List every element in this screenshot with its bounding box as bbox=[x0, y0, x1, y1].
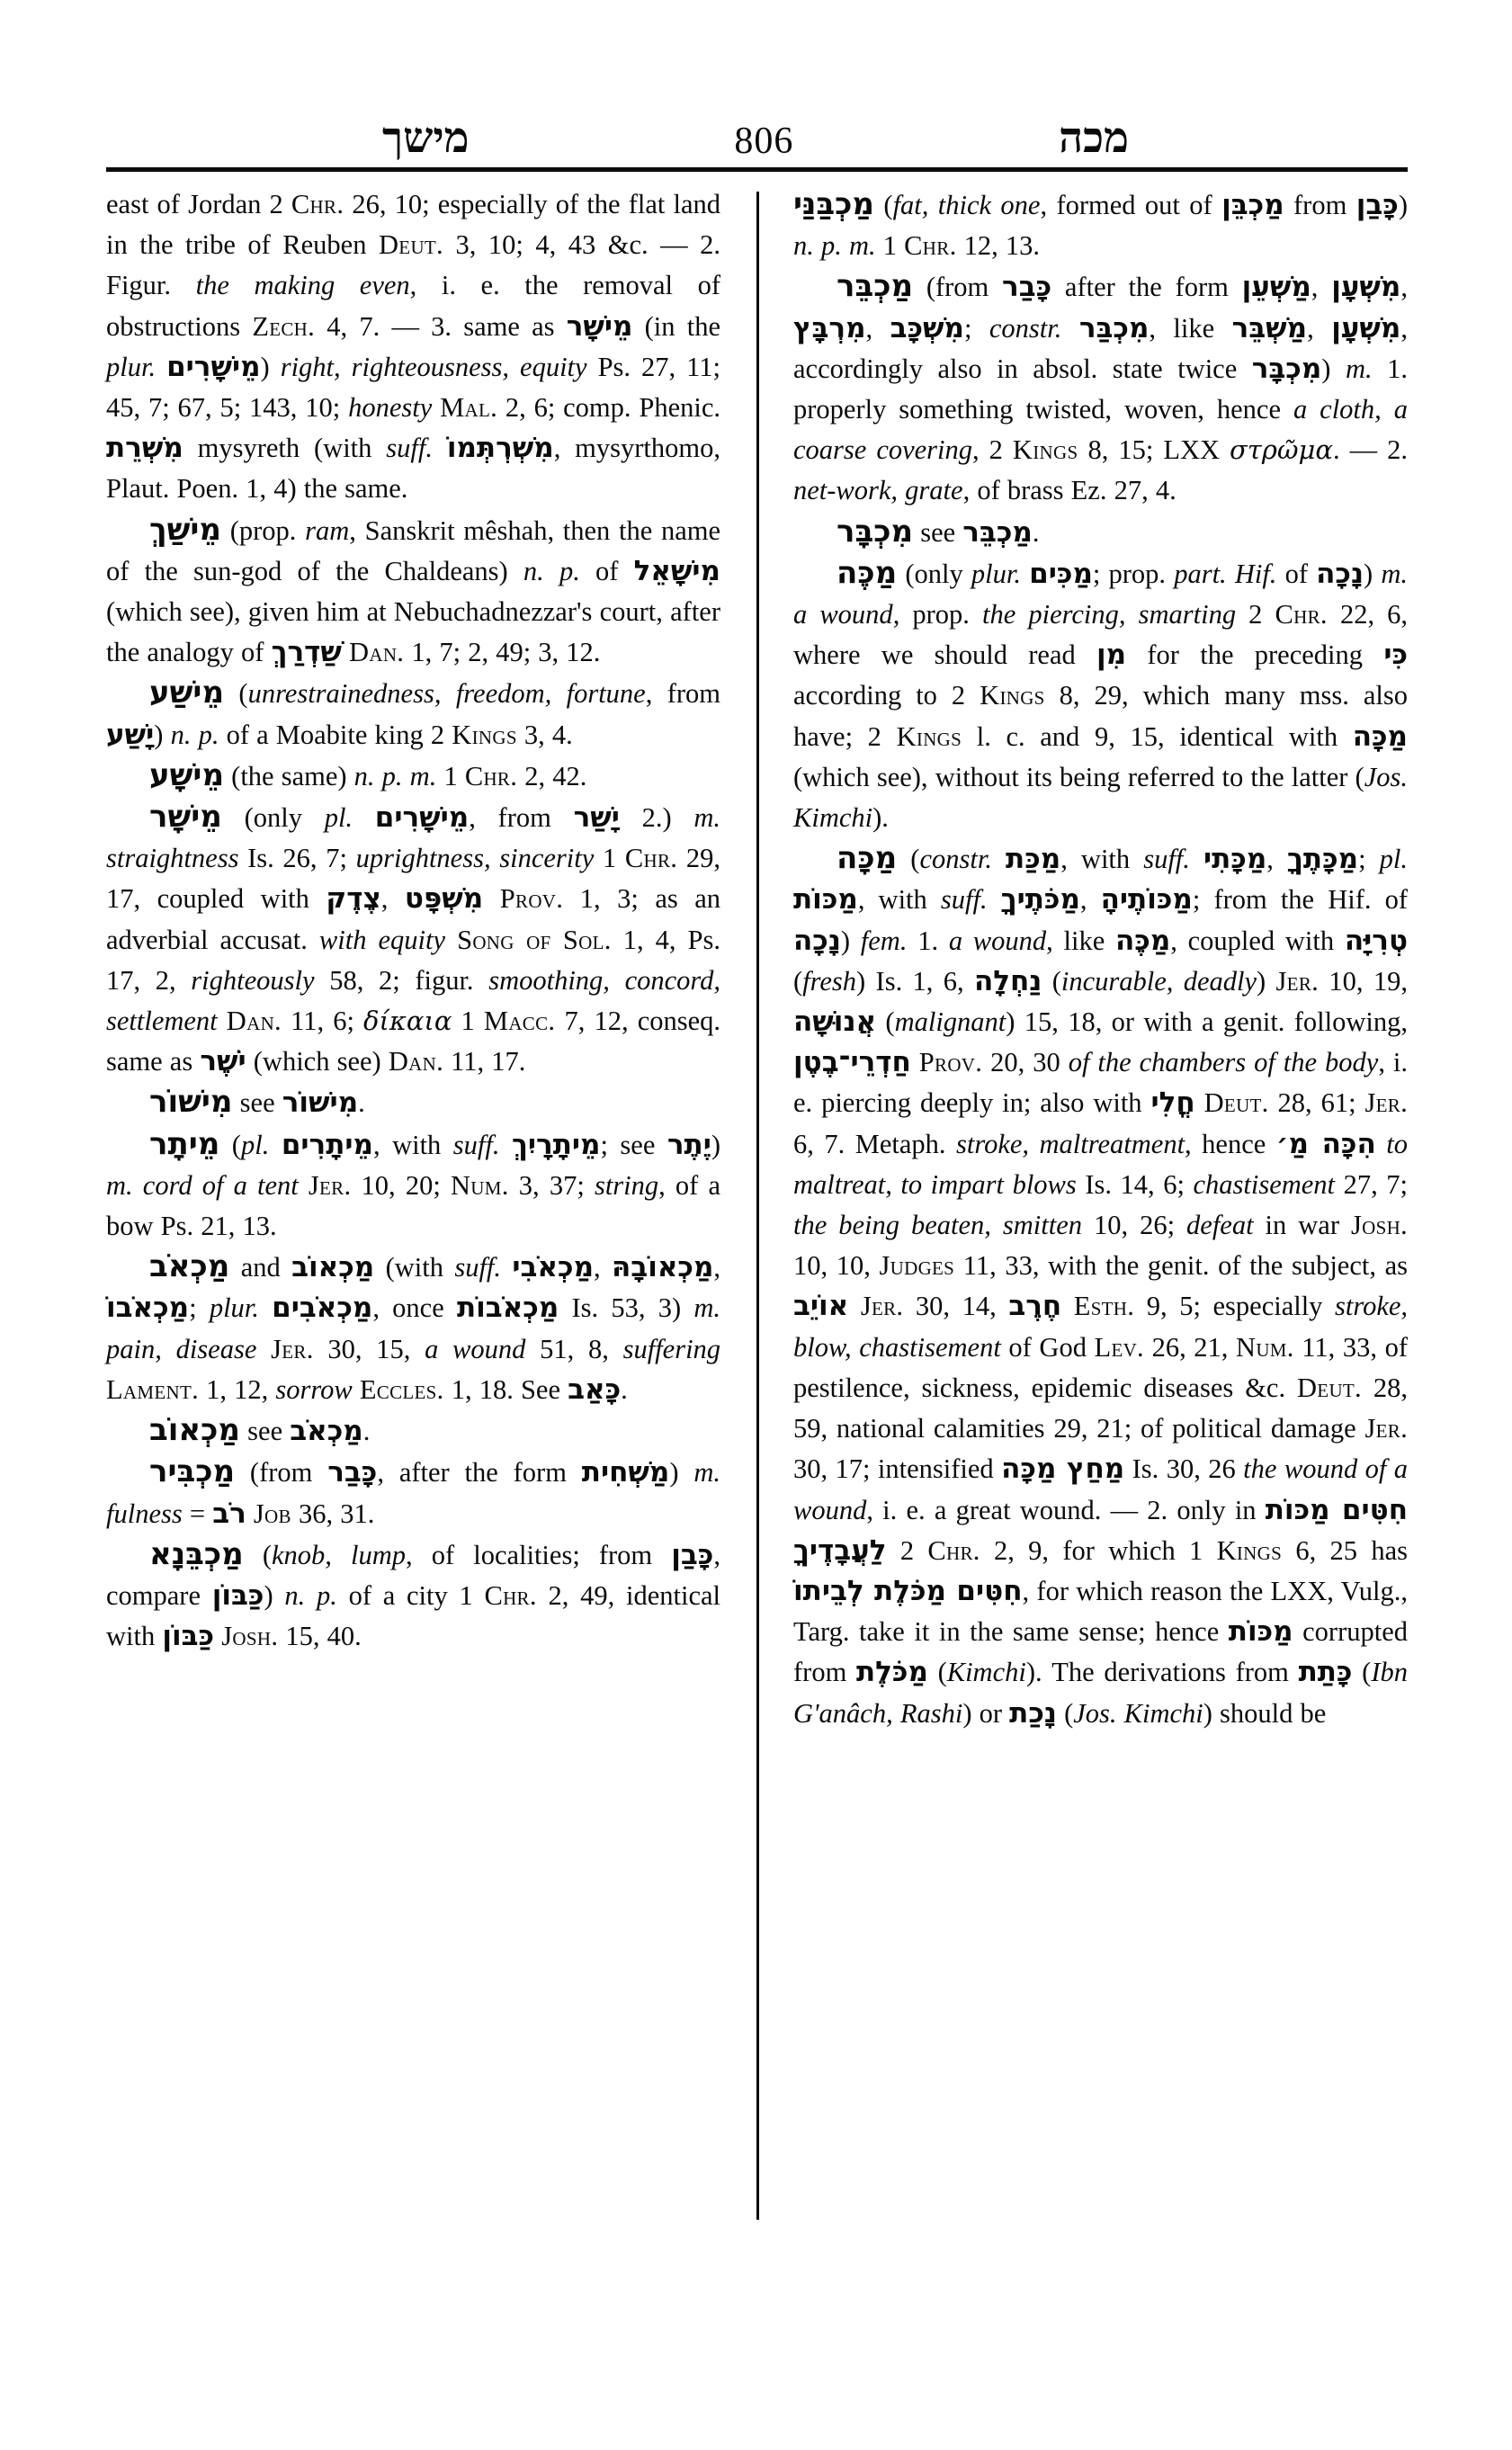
book-abbreviation: Josh. bbox=[1350, 1210, 1408, 1241]
gloss: the piercing, smarting bbox=[982, 599, 1237, 630]
hebrew-word: מֵיתָרִים bbox=[281, 1128, 373, 1161]
hebrew-word: יָשַׁר bbox=[573, 801, 620, 835]
book-abbreviation: Mal. bbox=[440, 392, 498, 424]
book-abbreviation: Lament. bbox=[106, 1373, 200, 1405]
gloss: m. bbox=[1345, 353, 1373, 384]
gloss: m. pain, disease bbox=[106, 1292, 721, 1364]
gloss: suffering bbox=[622, 1333, 721, 1364]
hebrew-word: מַכֹּתֶיךָ bbox=[1000, 883, 1080, 917]
hebrew-word: כִּי bbox=[1383, 639, 1408, 672]
hebrew-word: מַכַּת bbox=[1006, 843, 1061, 876]
gloss: suff. bbox=[1143, 844, 1190, 875]
book-abbreviation: Judges bbox=[879, 1250, 955, 1282]
hebrew-lemma: מַכֶּה bbox=[837, 554, 898, 591]
dictionary-entry: מַכְבֵּר (from כָּבַר after the form מַשְׁעֵן, מִשְׁעָן, מִרְבָּץ, מִשְׁכָּב; constr. מִכְבַּר, like מַשְׁבֵּר, מִשְׁעָן, accordingly also in absol. state twice מִכְבָּר) m. 1. properly something twisted, woven, hence a cloth, a coarse covering, 2 Kings 8, 15; LXX στρῶμα. — 2. net-work, grate, of brass Ez. 27, 4. bbox=[793, 268, 1408, 506]
hebrew-word: מִשְׁרֵת bbox=[106, 432, 183, 465]
hebrew-word: מַכְבֵּן bbox=[1221, 189, 1284, 221]
book-abbreviation: Kings bbox=[980, 680, 1045, 711]
hebrew-word: כַּבּוֹן bbox=[162, 1620, 215, 1653]
book-abbreviation: Kings bbox=[896, 720, 962, 752]
hebrew-word: יָשַׁע bbox=[106, 718, 155, 751]
book-abbreviation: Jer. bbox=[1364, 1413, 1408, 1444]
hebrew-word: מִישָׁאֵל bbox=[633, 554, 720, 587]
book-abbreviation: Chr. bbox=[904, 230, 957, 262]
gloss: malignant bbox=[894, 1006, 1007, 1038]
hebrew-word: נָכָה bbox=[1316, 557, 1364, 590]
running-head bbox=[103, 97, 1408, 160]
dictionary-entry: מֵישָׁר (only pl. מֵישָׁרִים, from יָשַׁר 2.) m. straightness Is. 26, 7; uprightness, sincerity 1 Chr. 29, 17, coupled with צֶדֶק, מִשְׁפָּט Prov. 1, 3; as an adverbial accusat. with equity Song of Sol. 1, 4, Ps. 17, 2, righteously 58, 2; figur. smoothing, concord, settlement Dan. 11, 6; δίκαια 1 Macc. 7, 12, conseq. same as יֹשֶׁר (which see) Dan. 11, 17. bbox=[106, 799, 721, 1078]
hebrew-lemma: מֵישַׁע bbox=[149, 675, 225, 711]
gloss: string bbox=[594, 1169, 659, 1201]
gloss: with equity bbox=[318, 924, 446, 955]
gloss: honesty bbox=[348, 392, 433, 424]
book-abbreviation: Deut. bbox=[1296, 1372, 1362, 1403]
hebrew-word: מַשְׁעֵן bbox=[1241, 271, 1311, 304]
gloss: stroke, maltreatment bbox=[956, 1128, 1185, 1159]
hebrew-word: נָכַת bbox=[1009, 1696, 1057, 1730]
gloss: a wound bbox=[425, 1333, 526, 1364]
hebrew-word: מֵיתָרָיִךְ bbox=[512, 1128, 601, 1161]
book-abbreviation: Macc. bbox=[483, 1006, 556, 1037]
hebrew-lemma: מַכָּה bbox=[837, 840, 898, 877]
dictionary-entry: מַכְאוֹב see מַכְאֹב. bbox=[149, 1412, 371, 1449]
gloss: the being beaten, smitten bbox=[793, 1210, 1082, 1241]
hebrew-lemma: מַכְבֵּנָא bbox=[149, 1535, 244, 1572]
hebrew-word: מַכָּה bbox=[1352, 720, 1408, 753]
gloss: fat, thick one bbox=[892, 190, 1041, 220]
hebrew-word: טְרִיָּה bbox=[1344, 924, 1409, 957]
gloss: constr. bbox=[919, 844, 992, 875]
dictionary-entry: מַכְאֹב and מַכְאוֹב (with suff. מַכְאֹבִי, מַכְאוֹבָהּ, מַכְאֹבוֹ; plur. מַכְאֹבִים, once מַכְאֹבוֹת Is. 53, 3) m. pain, disease Jer. 30, 15, a wound 51, 8, suffering Lament. 1, 12, sorrow Eccles. 1, 18. See כָּאַב. bbox=[106, 1248, 721, 1406]
gloss: suff. bbox=[454, 1252, 502, 1283]
hebrew-word: מַכְאוֹבָהּ bbox=[611, 1251, 714, 1284]
book-abbreviation: Chr. bbox=[291, 189, 344, 219]
hebrew-word: חֶרֶב bbox=[1008, 1290, 1062, 1323]
gloss: pl. bbox=[240, 1129, 270, 1160]
dictionary-entry: מֵישָׁע (the same) n. p. m. 1 Chr. 2, 42. bbox=[149, 756, 587, 793]
left-column bbox=[106, 184, 720, 2370]
gloss: to maltreat, to impart blows bbox=[793, 1128, 1409, 1200]
gloss: m. cord of a tent bbox=[106, 1169, 299, 1201]
hebrew-word: מַשְׁבֵּר bbox=[1231, 311, 1308, 344]
hebrew-word: מַכָּתֶךָ bbox=[1287, 843, 1359, 876]
hebrew-word: מִכְבַּר bbox=[1078, 311, 1150, 344]
hebrew-word: מַכּוֹת bbox=[1228, 1615, 1293, 1649]
gloss: fem. bbox=[860, 925, 908, 956]
hebrew-word: מִרְבָּץ bbox=[793, 311, 866, 344]
gloss: uprightness, sincerity bbox=[355, 843, 595, 874]
gloss: knob, lump bbox=[272, 1539, 407, 1570]
column-gap bbox=[720, 184, 793, 2370]
right-column bbox=[793, 184, 1408, 2370]
book-abbreviation: Deut. bbox=[378, 229, 443, 261]
running-head-left-headword: מישך bbox=[382, 115, 470, 162]
gloss: Jos. Kimchi bbox=[793, 761, 1408, 834]
book-abbreviation: Kings bbox=[1216, 1534, 1283, 1566]
book-abbreviation: Kings bbox=[1012, 434, 1078, 466]
gloss: net-work, grate bbox=[793, 475, 963, 506]
hebrew-word: אֲנוּשָׁה bbox=[793, 1006, 877, 1039]
book-abbreviation: Num. bbox=[1236, 1331, 1294, 1363]
dictionary-entry: מַכֶּה (only plur. מַכִּים; prop. part. Hif. of נָכָה) m. a wound, prop. the piercing, smarting 2 Chr. 22, 6, where we should read מִן for the preceding כִּי according to 2 Kings 8, 29, which many mss. also have; 2 Kings l. c. and 9, 15, identical with מַכָּה (which see), without its being referred to the latter (Jos. Kimchi). bbox=[793, 554, 1409, 834]
hebrew-word: חִטִּים מַכּוֹת לַעֲבָדֶיךָ bbox=[793, 1493, 1408, 1567]
book-abbreviation: Prov. bbox=[918, 1047, 983, 1078]
gloss: fresh bbox=[802, 965, 857, 997]
dictionary-entry: east of Jordan 2 Chr. 26, 10; especially of the flat land in the tribe of Reuben Deut. 3, 10; 4, 43 &c. — 2. Figur. the making even, i. e. the removal of obstructions Zech. 4, 7. — 3. same as מֵישָׁר (in the plur. מֵישָׁרִים) right, righteousness, equity Ps. 27, 11; 45, 7; 67, 5; 143, 10; honesty Mal. 2, 6; comp. Phenic. מִשְׁרֵת mysyreth (with suff. מִשְׁרְתְּמוֹ, mysyrthomo, Plaut. Poen. 1, 4) the same. bbox=[106, 189, 721, 505]
hebrew-word: שַׁדְרַךְ bbox=[271, 636, 342, 669]
hebrew-word: מַכְאֹבוֹת bbox=[456, 1292, 559, 1325]
gloss: plur. bbox=[209, 1292, 259, 1324]
book-abbreviation: Chr. bbox=[464, 760, 518, 791]
hebrew-word: כָּאַב bbox=[568, 1373, 622, 1406]
hebrew-word: מַכְאֹבִים bbox=[272, 1292, 373, 1325]
hebrew-word: מִשְׁכָּב bbox=[890, 311, 964, 344]
hebrew-word: מִשְׁרְתְּמוֹ bbox=[446, 432, 554, 465]
gloss: Jos. Kimchi bbox=[1073, 1697, 1203, 1729]
dictionary-entry: מִכְבָּר see מַכְבֵּר. bbox=[837, 513, 1040, 550]
gloss: pl. bbox=[1379, 844, 1408, 875]
book-abbreviation: Lev. bbox=[1094, 1331, 1144, 1363]
gloss: unrestrainedness, freedom, fortune bbox=[247, 678, 646, 710]
dictionary-entry: מֵישַׁע (unrestrainedness, freedom, fortune, from יָשַׁע) n. p. of a Moabite king 2 Kings 3, 4. bbox=[106, 675, 720, 751]
dictionary-entry: מַכְבַּנַּי (fat, thick one, formed out of מַכְבֵּן from כָּבַן) n. p. m. 1 Chr. 12, 13. bbox=[793, 186, 1408, 262]
hebrew-word: מַכֹּלֶת bbox=[855, 1656, 928, 1689]
hebrew-word: יֹשֶׁר bbox=[200, 1045, 246, 1078]
book-abbreviation: Dan. bbox=[388, 1046, 443, 1077]
hebrew-lemma: מִכְבָּר bbox=[837, 513, 914, 550]
gloss: right, righteousness, equity bbox=[280, 351, 587, 382]
hebrew-word: מַכּוֹת bbox=[793, 883, 858, 917]
hebrew-lemma: מֵישָׁר bbox=[149, 799, 222, 836]
hebrew-word: כָּתַת bbox=[1298, 1656, 1353, 1689]
hebrew-word: מַכְאֹב bbox=[290, 1415, 363, 1448]
gloss: n. p. bbox=[284, 1579, 337, 1611]
gloss: smoothing, concord, settlement bbox=[106, 964, 721, 1037]
hebrew-word: מִן bbox=[1096, 639, 1127, 672]
book-abbreviation: Job bbox=[253, 1498, 291, 1529]
gloss: n. p. bbox=[523, 555, 580, 586]
dictionary-entry: מֵישַׁךְ (prop. ram, Sanskrit mêshah, then the name of the sun-god of the Chaldeans) n. p. of מִישָׁאֵל (which see), given him at Nebuchadnezzar's court, after the analogy of שַׁדְרַךְ Dan. 1, 7; 2, 49; 3, 12. bbox=[106, 511, 720, 669]
hebrew-word: מִישׁוֹר bbox=[282, 1086, 359, 1120]
hebrew-lemma: מֵישָׁע bbox=[149, 756, 225, 793]
gloss: sorrow bbox=[275, 1373, 353, 1405]
text-columns bbox=[106, 184, 1408, 2370]
book-abbreviation: Chr. bbox=[484, 1579, 537, 1611]
gloss: suff. bbox=[940, 884, 988, 916]
gloss: the making even bbox=[195, 270, 410, 301]
hebrew-word: נַחְלָה bbox=[973, 964, 1042, 997]
hebrew-word: צֶדֶק bbox=[326, 882, 381, 916]
hebrew-word: אוֹיֵב bbox=[793, 1290, 849, 1323]
hebrew-word: מִשְׁפָּט bbox=[404, 882, 484, 916]
book-abbreviation: Jer. bbox=[1275, 965, 1320, 997]
book-abbreviation: Esth. bbox=[1073, 1291, 1135, 1322]
hebrew-word: מַכֶּה bbox=[1114, 924, 1171, 957]
hebrew-word: חַדְרֵי־בֶטֶן bbox=[793, 1046, 911, 1079]
dictionary-entry: מַכְבֵּנָא (knob, lump, of localities; from כָּבַן, compare כַּבּוֹן) n. p. of a city 1 Chr. 2, 49, identical with כַּבּוֹן Josh. 15, 40. bbox=[106, 1535, 720, 1653]
hebrew-word: מַחַץ מַכָּה bbox=[1001, 1453, 1125, 1486]
gloss: n. p. m. bbox=[793, 230, 876, 262]
hebrew-word: הִכָּה מַ׳ bbox=[1275, 1127, 1376, 1160]
book-abbreviation: Josh. bbox=[221, 1621, 279, 1652]
gloss: n. p. bbox=[170, 719, 219, 750]
hebrew-word: מִכְבָּר bbox=[1251, 352, 1322, 385]
dictionary-entry: מִישׁוֹר see מִישׁוֹר. bbox=[149, 1084, 365, 1121]
hebrew-word: מֵישָׁר bbox=[566, 309, 633, 343]
hebrew-lemma: מֵישַׁךְ bbox=[149, 511, 222, 548]
dictionary-entry: מַכְבִּיר (from כָּבַר, after the form מַשְׁחִית) m. fulness = רֹב Job 36, 31. bbox=[106, 1453, 720, 1530]
gloss: defeat bbox=[1186, 1210, 1254, 1241]
gloss: suff. bbox=[386, 433, 433, 464]
book-abbreviation: Chr. bbox=[1275, 599, 1328, 630]
book-abbreviation: Dan. bbox=[226, 1006, 282, 1037]
gloss: a cloth, a coarse covering bbox=[793, 394, 1408, 466]
gloss: n. p. m. bbox=[353, 760, 437, 791]
hebrew-word: מַכְאֹבוֹ bbox=[106, 1292, 190, 1325]
book-abbreviation: Jer. bbox=[1364, 1087, 1408, 1119]
book-abbreviation: Num. bbox=[450, 1169, 509, 1201]
hebrew-word: מַכּוֹתֶיהָ bbox=[1100, 883, 1193, 917]
hebrew-word: חֳלִי bbox=[1150, 1086, 1195, 1120]
hebrew-word: מֵישָׁרִים bbox=[374, 801, 470, 835]
gloss: of the chambers of the body bbox=[1068, 1047, 1379, 1078]
hebrew-word: מַכָּתִי bbox=[1203, 843, 1267, 876]
hebrew-lemma: מַכְבִּיר bbox=[149, 1453, 236, 1490]
book-abbreviation: Dan. bbox=[349, 637, 405, 668]
gloss: pl. bbox=[324, 802, 353, 834]
gloss: constr. bbox=[989, 312, 1062, 344]
hebrew-lemma: מִישׁוֹר bbox=[149, 1084, 233, 1121]
hebrew-word: נָכָה bbox=[793, 924, 841, 957]
book-abbreviation: Zech. bbox=[252, 310, 316, 342]
book-abbreviation: Song of Sol. bbox=[457, 924, 612, 955]
gloss: m. a wound bbox=[793, 558, 1408, 630]
hebrew-word: מַכִּים bbox=[1029, 557, 1093, 590]
hebrew-lemma: מַכְאוֹב bbox=[149, 1412, 241, 1449]
gloss: chastisement bbox=[1193, 1168, 1336, 1200]
hebrew-word: יֶתֶר bbox=[667, 1128, 711, 1161]
hebrew-word: מַכְבֵּר bbox=[962, 515, 1033, 549]
hebrew-lemma: מַכְאֹב bbox=[149, 1248, 230, 1285]
gloss: suff. bbox=[452, 1129, 500, 1160]
header-rule bbox=[106, 167, 1408, 172]
gloss: m. straightness bbox=[106, 802, 720, 874]
gloss: plur. bbox=[106, 351, 157, 382]
gloss: the wound of a wound bbox=[793, 1453, 1408, 1525]
book-abbreviation: Jer. bbox=[271, 1333, 314, 1364]
hebrew-word: מַכְאֹבִי bbox=[512, 1251, 594, 1284]
book-abbreviation: Chr. bbox=[927, 1534, 980, 1566]
gloss: stroke, blow, chastisement bbox=[793, 1291, 1409, 1363]
dictionary-entry: מֵיתָר (pl. מֵיתָרִים, with suff. מֵיתָרָיִךְ; see יֶתֶר) m. cord of a tent Jer. 10, 20; Num. 3, 37; string, of a bow Ps. 21, 13. bbox=[106, 1125, 721, 1242]
gloss: incurable, deadly bbox=[1060, 965, 1257, 997]
book-abbreviation: Kings bbox=[452, 719, 517, 750]
gloss: m. fulness bbox=[106, 1457, 720, 1529]
gloss: righteously bbox=[191, 964, 315, 996]
hebrew-word: כָּבַן bbox=[671, 1538, 714, 1571]
gloss: plur. bbox=[971, 558, 1022, 589]
hebrew-word: מַשְׁחִית bbox=[581, 1456, 670, 1489]
gloss: a wound bbox=[948, 925, 1047, 956]
book-abbreviation: Eccles. bbox=[359, 1373, 444, 1405]
gloss: Kimchi bbox=[946, 1657, 1026, 1688]
running-head-right-headword: מכה bbox=[1059, 115, 1129, 162]
hebrew-word: כָּבַר bbox=[327, 1456, 378, 1489]
hebrew-lemma: מֵיתָר bbox=[149, 1125, 220, 1162]
page-number: 806 bbox=[734, 121, 794, 162]
hebrew-word: כָּבַן bbox=[1355, 189, 1399, 221]
hebrew-word: חִטִּים מַכֹּלֶת לְבֵיתוֹ bbox=[793, 1574, 1023, 1607]
column-divider bbox=[756, 192, 759, 2220]
book-abbreviation: Prov. bbox=[499, 883, 564, 915]
book-abbreviation: Jer. bbox=[860, 1291, 904, 1322]
gloss: Ibn G'anâch, Rashi bbox=[793, 1657, 1408, 1729]
hebrew-lemma: מַכְבֵּר bbox=[837, 268, 914, 305]
hebrew-word: מַכְאוֹב bbox=[291, 1251, 375, 1284]
greek-word: στρῶμα bbox=[1230, 434, 1333, 466]
book-abbreviation: Deut. bbox=[1203, 1087, 1269, 1119]
hebrew-word: מִשְׁעָן bbox=[1331, 271, 1401, 304]
gloss: part. Hif. bbox=[1174, 558, 1277, 589]
hebrew-word: כָּבַר bbox=[1002, 271, 1052, 304]
hebrew-lemma: מַכְבַּנַּי bbox=[793, 186, 875, 222]
book-abbreviation: Jer. bbox=[308, 1169, 352, 1201]
hebrew-word: רֹב bbox=[212, 1497, 246, 1530]
hebrew-word: כַּבּוֹן bbox=[211, 1578, 264, 1612]
book-abbreviation: Chr. bbox=[624, 843, 678, 874]
gloss: ram bbox=[305, 514, 350, 546]
dictionary-entry: מַכָּה (constr. מַכַּת, with suff. מַכָּתִי, מַכָּתֶךָ; pl. מַכּוֹת, with suff. מַכֹּתֶיךָ, מַכּוֹתֶיהָ; from the Hif. of נָכָה) fem. 1. a wound, like מַכֶּה, coupled with טְרִיָּה (fresh) Is. 1, 6, נַחְלָה (incurable, deadly) Jer. 10, 19, אֲנוּשָׁה (malignant) 15, 18, or with a genit. following, חַדְרֵי־בֶטֶן Prov. 20, 30 of the chambers of the body, i. e. piercing deeply in; also with חֳלִי Deut. 28, 61; Jer. 6, 7. Metaph. stroke, maltreatment, hence הִכָּה מַ׳ to maltreat, to impart blows Is. 14, 6; chastisement 27, 7; the being beaten, smitten 10, 26; defeat in war Josh. 10, 10, Judges 11, 33, with the genit. of the subject, as אוֹיֵב Jer. 30, 14, חֶרֶב Esth. 9, 5; especially stroke, blow, chastisement of God Lev. 26, 21, Num. 11, 33, of pestilence, sickness, epidemic diseases &c. Deut. 28, 59, national calamities 29, 21; of political damage Jer. 30, 17; intensified מַחַץ מַכָּה Is. 30, 26 the wound of a wound, i. e. a great wound. — 2. only in חִטִּים מַכּוֹת לַעֲבָדֶיךָ 2 Chr. 2, 9, for which 1 Kings 6, 25 has חִטִּים מַכֹּלֶת לְבֵיתוֹ, for which reason the LXX, Vulg., Targ. take it in the same sense; hence מַכּוֹת corrupted from מַכֹּלֶת (Kimchi). The derivations from כָּתַת (Ibn G'anâch, Rashi) or נָכַת (Jos. Kimchi) should be bbox=[793, 840, 1409, 1730]
greek-word: δίκαια bbox=[363, 1006, 452, 1037]
hebrew-word: מֵישָׁרִים bbox=[166, 350, 261, 383]
hebrew-word: מִשְׁעָן bbox=[1331, 311, 1401, 344]
